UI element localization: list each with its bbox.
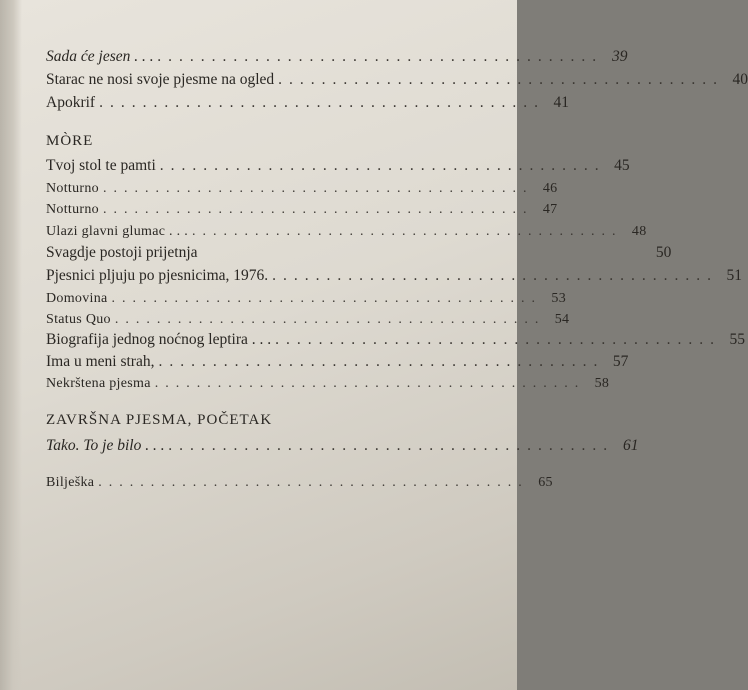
toc-entry-page: 40 [732, 71, 748, 88]
toc-entry-page: 41 [553, 94, 569, 111]
toc-entry[interactable] [46, 289, 567, 309]
toc-entry-page: 51 [726, 267, 743, 284]
toc-entry[interactable] [46, 243, 672, 263]
toc-entry[interactable] [46, 436, 639, 456]
toc-entry-title: Domovina [46, 291, 108, 306]
toc-entry-page: 65 [538, 475, 553, 490]
toc-entry-page: 39 [611, 48, 628, 65]
toc-entry-title: Notturno [46, 202, 99, 217]
page-edge-shadow [0, 0, 22, 690]
dot-leader: ......................................... [99, 94, 545, 111]
toc-entry-title: Apokrif [46, 94, 96, 111]
toc-entry[interactable] [46, 47, 628, 67]
toc-entry-title: Ima u meni strah, [46, 353, 155, 370]
toc-entry-page: 55 [729, 331, 745, 348]
toc-entry-page: 50 [655, 244, 672, 261]
toc-entry-page: 46 [542, 181, 558, 196]
dot-leader: ......................................... [111, 291, 543, 306]
dot-leader: ......................................... [275, 331, 721, 348]
dot-leader: ......................................... [102, 202, 534, 217]
toc-entry-title: Tako. To je bilo . . . [46, 437, 165, 454]
toc-entry-page: 58 [594, 376, 610, 391]
toc-entry[interactable] [46, 200, 558, 220]
toc-entry-title: Svagdje postoji prijetnja [46, 244, 198, 261]
dot-leader [202, 243, 648, 263]
toc-entry[interactable] [46, 310, 570, 330]
toc-entry[interactable] [46, 93, 569, 113]
toc-entry[interactable] [46, 156, 630, 176]
toc-entry-page: 48 [631, 224, 647, 239]
toc-entry-title: Sada će jesen . . . [46, 48, 154, 65]
toc-entry-title: Tvoj stol te pamti [46, 157, 156, 174]
toc-entry[interactable] [46, 70, 748, 90]
toc-entry-title: Status Quo [46, 312, 111, 327]
toc-entry[interactable] [46, 473, 553, 493]
toc-entry-page: 47 [542, 202, 558, 217]
toc-entry-title: Nekrštena pjesma [46, 376, 151, 391]
toc-entry-title: Pjesnici pljuju po pjesnicima, 1976. [46, 267, 269, 284]
dot-leader: ......................................... [154, 376, 586, 391]
toc-entry-page: 61 [622, 437, 639, 454]
toc-entry-title: Notturno [46, 181, 99, 196]
dot-leader: ......................................... [102, 181, 534, 196]
toc-entry[interactable] [46, 352, 629, 372]
dot-leader: ......................................... [272, 267, 719, 284]
dot-leader: ......................................... [192, 224, 623, 239]
toc-entry-title: Ulazi glavni glumac . . . [46, 224, 189, 239]
toc-entry-page: 57 [612, 353, 629, 370]
dot-leader: ......................................... [158, 353, 605, 370]
section-heading-more: MÒRE [46, 133, 94, 149]
toc-entry-title: Starac ne nosi svoje pjesme na ogled [46, 71, 275, 88]
toc-entry[interactable] [46, 222, 647, 242]
toc-entry-page: 53 [551, 291, 567, 306]
dot-leader: ......................................... [157, 48, 604, 65]
toc-entry-page: 45 [614, 157, 630, 174]
section-heading-final: ZAVRŠNA PJESMA, POČETAK [46, 412, 273, 428]
dot-leader: ......................................... [114, 312, 546, 327]
dot-leader: ......................................... [278, 71, 725, 88]
dot-leader: ......................................... [98, 475, 529, 490]
toc-entry[interactable] [46, 330, 745, 350]
toc-entry[interactable] [46, 266, 743, 286]
toc-entry[interactable] [46, 374, 610, 394]
dot-leader: ......................................... [159, 157, 606, 174]
toc-entry[interactable] [46, 179, 558, 199]
toc-entry-title: Bilješka [46, 475, 95, 490]
dot-leader: ......................................... [168, 437, 615, 454]
toc-entry-page: 54 [554, 312, 570, 327]
toc-entry-title: Biografija jednog noćnog leptira . . . [46, 331, 272, 348]
